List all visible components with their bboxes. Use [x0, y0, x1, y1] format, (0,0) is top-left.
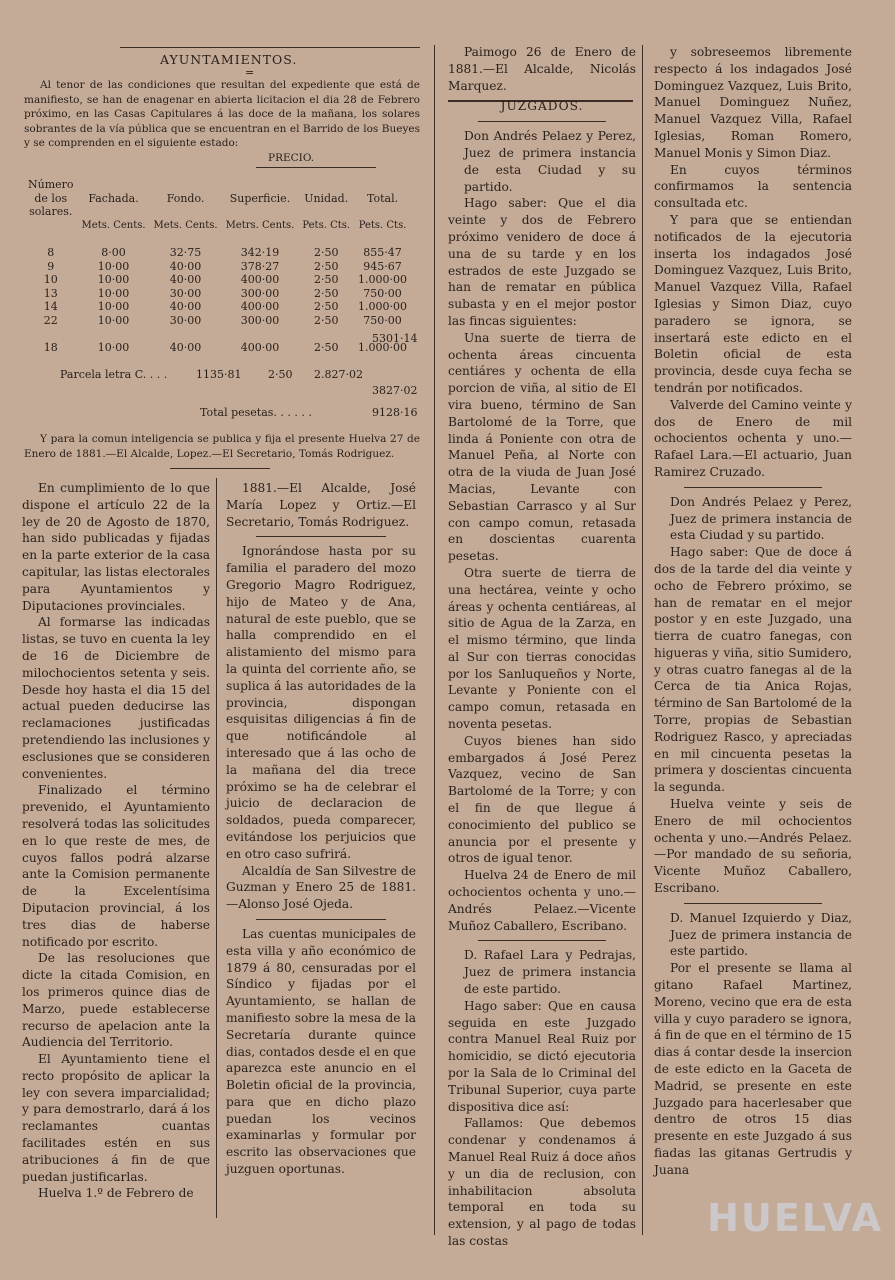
parcela-unidad: 2·50: [268, 368, 293, 381]
paragraph: D. Rafael Lara y Pedrajas, Juez de primera instancia de este partido.: [464, 948, 636, 997]
column-3: [448, 44, 636, 1250]
paragraph: Cuyos bienes han sido embargados á José Perez Vazquez, vecino de San Bartolomé de la Torre; y con el fin de que llegue á conocimiento del publico se anuncia por el presente y otros de igual tenor.: [448, 733, 636, 866]
table-header-row: [24, 178, 411, 219]
paragraph: Valverde del Camino veinte y dos de Enero de mil ochocientos ochenta y uno.—Rafael Lara.—El actuario, Juan Ramirez Cruzado.: [654, 397, 852, 479]
paragraph: Una suerte de tierra de ochenta áreas cincuenta centiáres y ochenta de ella porcion de viña, al sitio de El vira bueno, término de San Bartolomé de la Torre, que linda á Poniente con otra de Manuel Peña, al Norte con otra de la viuda de Juan José Macias, Levante con Sebastian Carrasco y al Sur con campo comun, retasada en doscientas cuarenta pesetas.: [448, 330, 636, 564]
column-divider-right: [642, 45, 643, 1235]
paragraph: Alcaldía de San Silvestre de Guzman y Enero 25 de 1881.—Alonso José Ojeda.: [226, 863, 416, 912]
table-cell: 32·75: [169, 246, 202, 259]
section-title-ayuntamientos: AYUNTAMIENTOS.: [160, 52, 298, 67]
table-row: [24, 246, 411, 260]
column-divider-main: [434, 45, 435, 1235]
paragraph: 1881.—El Alcalde, José María Lopez y Ortiz.—El Secretario, Tomás Rodriguez.: [226, 481, 416, 529]
subtotal-2: 3827·02: [372, 384, 418, 397]
table-cell: 8·00: [101, 246, 126, 259]
ayuntamientos-closing: [24, 432, 420, 461]
table-row: [24, 273, 411, 287]
table-cell: 30·00: [169, 313, 202, 327]
column-1: [22, 480, 210, 1202]
table-cell: 40·00: [169, 300, 202, 313]
table-cell: 855·47: [363, 246, 402, 259]
separator: [684, 903, 822, 904]
paragraph: Y para que se entiendan notificados de la ejecutoria inserta los indagados José Dominguez Vazquez, Luis Brito, Manuel Vazquez Villa, Rafael Iglesias y Simon Diaz, cuyo paradero se ignora, se insertará este edicto en el Boletin oficial de esta provincia, desde cuya fecha se tendrán por notificados.: [654, 212, 852, 395]
table-units-row: [24, 219, 411, 233]
title-ornament: =: [245, 66, 255, 79]
separator: [684, 487, 822, 488]
table-cell: 1.000·00: [358, 300, 408, 313]
unit-cell: Mets. Cents.: [153, 219, 218, 231]
table-cell: 750·00: [363, 313, 402, 327]
paragraph: y sobreseemos libremente respecto á los indagados José Dominguez Vazquez, Luis Brito, Manuel Dominguez Nuñez, Manuel Vazquez Villa, Rafael Iglesias, Roman Romero, Manuel Monis y Simon Diaz.: [654, 45, 852, 160]
table-cell: 2·50: [313, 246, 339, 259]
table-cell: 10·00: [97, 341, 130, 354]
table-cell: 1.000·00: [358, 273, 408, 286]
header-cell: Total.: [366, 191, 399, 205]
paragraph: Huelva 24 de Enero de mil ochocientos ochenta y uno.—Andrés Pelaez.—Vicente Muñoz Caballero, Escribano.: [448, 868, 636, 933]
paragraph: Don Andrés Pelaez y Perez, Juez de primera instancia de esta Ciudad y su partido.: [670, 494, 852, 543]
paragraph: Hago saber: Que el dia veinte y dos de Febrero próximo venidero de doce á una de su tarde y en los estrados de este Juzgado se han de rematar en pública subasta y en el mejor postor las fincas siguientes:: [448, 196, 636, 328]
table-cell: 10·00: [97, 286, 130, 300]
table-cell: 378·27: [240, 259, 280, 273]
table-body: [24, 246, 411, 355]
archive-watermark: HUELVA: [707, 1196, 883, 1240]
paragraph: Don Andrés Pelaez y Perez, Juez de primera instancia de esta Ciudad y su partido.: [464, 129, 636, 194]
header-cell: Superficie.: [229, 191, 291, 205]
unit-cell: Metrs. Cents.: [225, 219, 295, 231]
section-heading-juzgados: JUZGADOS.: [500, 99, 584, 114]
precio-label: PRECIO.: [268, 152, 315, 164]
solares-table: [24, 178, 411, 355]
table-row: [24, 341, 411, 355]
paragraph: Ignorándose hasta por su familia el paradero del mozo Gregorio Magro Rodriguez, hijo de Mateo y de Ana, natural de este pueblo, que se halla comprendido en el alistamiento del mismo para la quinta del corriente año, se suplica á las autoridades de la provincia, dispongan esquisitas diligencias á fin de que notificándole al interesado que á las ocho de la mañana del dia trece próximo se ha de celebrar el juicio de declaracion de soldados, pueda comparecer, evitándose los perjuicios que en otro caso sufrirá.: [226, 544, 416, 861]
table-cell: 10·00: [97, 259, 130, 273]
table-cell: 2·50: [313, 341, 339, 354]
table-cell: 10: [43, 273, 58, 286]
paragraph: El Ayuntamiento tiene el recto propósito de aplicar la ley con severa imparcialidad; y para demostrarlo, dará á los reclamantes cuantas facilitades estén en sus atribuciones á fin de que puedan justificarlas.: [22, 1052, 210, 1184]
parcela-superficie: 1135·81: [196, 368, 242, 381]
unit-cell: [24, 219, 78, 233]
column-divider-left: [216, 478, 217, 1218]
table-cell: 2·50: [313, 273, 339, 286]
paragraph: Al formarse las indicadas listas, se tuvo en cuenta la ley de 16 de Diciembre de milochocientos setenta y seis. Desde hoy hasta el dia 15 del actual pueden deducirse las reclamaciones justificadas pretendiendo las inclusiones y esclusiones que se consideren convenientes.: [22, 615, 210, 781]
table-cell: 1.000·00: [358, 341, 408, 354]
subtotal-1: 5301·14: [372, 332, 418, 345]
table-row: [24, 260, 411, 274]
table-cell: 40·00: [169, 341, 202, 354]
table-cell: 14: [43, 300, 58, 313]
paragraph: Huelva veinte y seis de Enero de mil ochocientos ochenta y uno.—Andrés Pelaez.—Por mandado de su señoria, Vicente Muñoz Caballero, Escribano.: [654, 797, 852, 896]
parcela-label: Parcela letra C. . . .: [60, 368, 168, 381]
header-cell: Unidad.: [304, 191, 349, 205]
table-cell: 2·50: [313, 259, 339, 273]
table-cell: 2·50: [313, 313, 339, 327]
total-value: 9128·16: [372, 406, 418, 419]
table-cell: 10·00: [97, 313, 130, 327]
ayuntamientos-intro: [24, 78, 420, 151]
table-cell: 40·00: [169, 273, 202, 286]
paragraph: Huelva 1.º de Febrero de: [38, 1186, 194, 1201]
separator: [478, 121, 606, 122]
total-label: Total pesetas. . . . . .: [200, 406, 312, 419]
paragraph: En cuyos términos confirmamos la sentencia consultada etc.: [654, 162, 852, 211]
paragraph: Las cuentas municipales de esta villa y año económico de 1879 á 80, censuradas por el Síndico y fijadas por el Ayuntamiento, se hallan de manifiesto sobre la mesa de la Secretaría durante quince dias, contados desde el en que aparezca este anuncio en el Boletin oficial de la provincia, para que en dicho plazo puedan los vecinos examinarlas y formular por escrito las observaciones que juzguen oportunas.: [226, 926, 416, 1177]
table-cell: 18: [43, 341, 58, 354]
table-row: [24, 314, 411, 328]
paragraph: D. Manuel Izquierdo y Diaz, Juez de primera instancia de este partido.: [670, 910, 852, 959]
paragraph: Fallamos: Que debemos condenar y condenamos á Manuel Real Ruiz á doce años y un dia de reclusion, con inhabilitacion absoluta temporal en toda su extension, y al pago de todas las costas: [448, 1116, 636, 1248]
table-cell: 22: [43, 313, 58, 327]
table-cell: 400·00: [240, 341, 280, 354]
column-4: [654, 44, 852, 1179]
paragraph: Hago saber: Que de doce á dos de la tarde del dia veinte y ocho de Febrero próximo, se han de rematar en el mejor postor y en este Juzgado, una tierra de cuatro fanegas, con higueras y viña, sitio Sumidero, y otras cuatro fanegas al de la Cerca de tia Anica Rojas, término de San Bartolomé de la Torre, propias de Sebastian Rodriguez Rasco, y apreciadas en mil cincuenta pesetas la primera y doscientas cincuenta la segunda.: [654, 545, 852, 795]
table-cell: 2·50: [313, 286, 339, 300]
section-end-rule: [170, 468, 270, 469]
precio-rule: [256, 167, 376, 168]
closing-text: Y para la comun inteligencia se publica y fija el presente Huelva 27 de Enero de 1881.—El Alcalde, Lopez.—El Secretario, Tomás Rodriguez.: [24, 433, 420, 460]
table-cell: 400·00: [240, 273, 280, 286]
table-cell: 30·00: [169, 286, 202, 300]
separator: [478, 940, 606, 941]
header-cell: Fachada.: [88, 191, 139, 205]
column-2: [226, 480, 416, 1178]
paragraph: Paimogo 26 de Enero de 1881.—El Alcalde, Nicolás Marquez.: [448, 45, 636, 93]
table-cell: 10·00: [97, 273, 130, 286]
header-cell: Fondo.: [166, 191, 205, 205]
table-cell: 300·00: [240, 313, 280, 327]
table-cell: 10·00: [97, 300, 130, 313]
paragraph: En cumplimiento de lo que dispone el artículo 22 de la ley de 20 de Agosto de 1870, han sido publicadas y fijadas en la parte exterior de la casa capitular, las listas electorales para Ayuntamientos y Diputaciones provinciales.: [22, 481, 210, 613]
table-cell: 750·00: [363, 286, 402, 300]
parcela-total: 2.827·02: [314, 368, 363, 381]
paragraph: Finalizado el término prevenido, el Ayuntamiento resolverá todas las solicitudes en lo que reste de mes, de cuyos fallos podrá alzarse ante la Comision permanente de la Excelentísima Diputacion provincial, á los tres dias de haberse notificado por escrito.: [22, 783, 210, 949]
top-rule-left: [120, 47, 420, 48]
table-cell: 8: [47, 246, 55, 259]
paragraph: Otra suerte de tierra de una hectárea, veinte y ocho áreas y ochenta centiáreas, al sitio de Agua de la Zarza, en el mismo término, que linda al Sur con tierras conocidas por los Sanluqueños y Norte, Levante y Poniente con el campo comun, retasada en noventa pesetas.: [448, 565, 636, 732]
table-cell: 945·67: [363, 259, 402, 273]
unit-cell: Pets. Cts.: [302, 219, 351, 231]
paragraph: De las resoluciones que dicte la citada Comision, en los primeros quince dias de Marzo, puede establecerse recurso de apelacion ante la Audiencia del Territorio.: [22, 951, 210, 1050]
unit-cell: Mets. Cents.: [81, 219, 146, 231]
table-cell: 40·00: [169, 259, 202, 273]
table-cell: 2·50: [313, 300, 339, 313]
table-row: [24, 300, 411, 314]
table-cell: 9: [47, 259, 55, 273]
unit-cell: Pets. Cts.: [358, 219, 407, 231]
separator: [256, 919, 386, 920]
header-cell: Número de los solares.: [28, 178, 74, 218]
separator: [256, 536, 386, 537]
table-cell: 342·19: [240, 246, 280, 259]
table-cell: 300·00: [240, 286, 280, 300]
paragraph: Por el presente se llama al gitano Rafael Martinez, Moreno, vecino que era de esta villa y cuyo paradero se ignora, á fin de que en el término de 15 dias á contar desde la insercion de este edicto en la Gaceta de Madrid, se presente en este Juzgado para hacerlesaber que dentro de otros 15 dias presente en este Juzgado á sus fiadas las gitanas Gertrudis y Juana: [654, 961, 852, 1177]
table-cell: 400·00: [240, 300, 280, 313]
intro-text: Al tenor de las condiciones que resultan del expediente que está de manifiesto, se han de enagenar en abierta licitacion el dia 28 de Febrero próximo, en las Casas Capitulares á las doce de la mañana, los solares sobrantes de la vía pública que se encuentran en el Barrido de los Bueyes y se comprenden en el siguiente estado:: [24, 79, 420, 149]
paragraph: Hago saber: Que en causa seguida en este Juzgado contra Manuel Real Ruiz por homicidio, se dictó ejecutoria por la Sala de lo Criminal del Tribunal Superior, cuya parte dispositiva dice así:: [448, 998, 636, 1114]
table-row: [24, 287, 411, 301]
table-cell: 13: [43, 286, 58, 300]
